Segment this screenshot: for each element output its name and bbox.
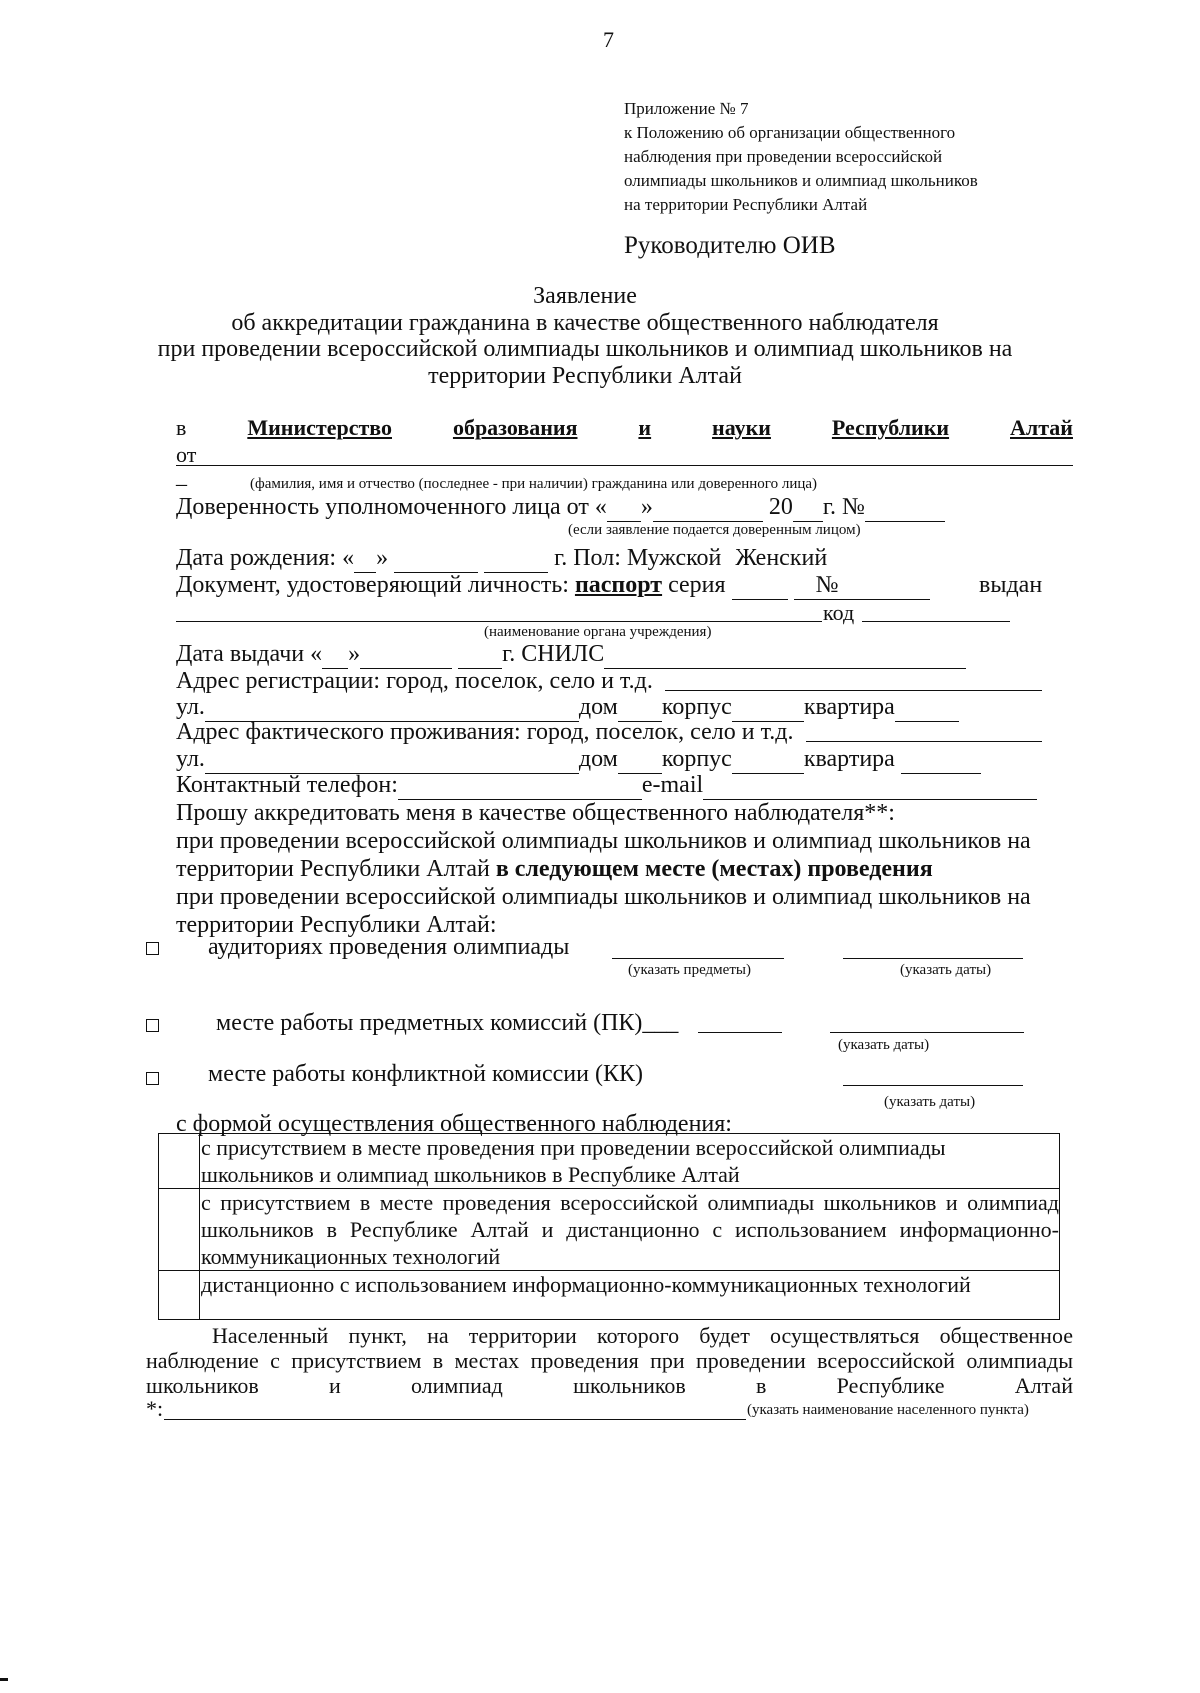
form-option-row[interactable]: [159, 1189, 1060, 1271]
document-number-field[interactable]: [794, 572, 930, 600]
proxy-year-field[interactable]: [793, 494, 823, 522]
document-org-hint: (наименование органа учреждения): [484, 624, 712, 640]
settlement-word: и: [328, 1373, 341, 1398]
document-number-label: №: [815, 572, 839, 598]
birth-line: [176, 545, 827, 573]
dates-hint: (указать даты): [838, 1037, 930, 1053]
request-line: при проведении всероссийской олимпиады школьников и олимпиад школьников на: [176, 884, 1031, 910]
reg-building-field[interactable]: [732, 694, 804, 722]
gender-male-option[interactable]: Мужской: [626, 545, 722, 571]
issue-month-field[interactable]: [360, 641, 452, 669]
birth-month-field[interactable]: [394, 545, 478, 573]
form-option-row[interactable]: [159, 1271, 1060, 1320]
birth-year-suffix: г. Пол:: [554, 545, 621, 571]
title-line: территории Республики Алтай: [428, 362, 742, 389]
reg-street-label: ул.: [176, 694, 205, 720]
gender-female-option[interactable]: Женский: [735, 545, 828, 571]
page-number: 7: [603, 27, 614, 52]
applicant-name-field[interactable]: [176, 465, 1073, 466]
birth-year-field[interactable]: [484, 545, 548, 573]
fact-house-label: дом: [578, 746, 618, 772]
dates-field-subject-commissions[interactable]: [830, 1032, 1024, 1033]
phone-label: Контактный телефон:: [176, 772, 398, 798]
proxy-day-field[interactable]: [607, 494, 641, 522]
email-field[interactable]: [703, 772, 1037, 800]
scan-mark: [0, 1678, 8, 1681]
dates-field-conflict-commission[interactable]: [843, 1085, 1023, 1086]
fact-building-label: корпус: [661, 746, 732, 772]
forms-table: [158, 1133, 1060, 1320]
subjects-field[interactable]: [612, 958, 784, 959]
from-label: от: [176, 442, 197, 467]
reg-address-label: Адрес регистрации: город, поселок, село и т.д.: [176, 668, 653, 694]
settlement-word: олимпиад: [410, 1373, 503, 1398]
form-option-checkbox[interactable]: [159, 1271, 200, 1320]
recipient-word: Республики: [831, 415, 950, 440]
appendix-block: [624, 97, 978, 217]
issue-line: [176, 641, 966, 669]
birth-close: »: [376, 545, 389, 571]
settlement-word: школьников: [573, 1373, 686, 1398]
title-line: при проведении всероссийской олимпиады школьников и олимпиад школьников на: [157, 336, 1013, 362]
title-line: Заявление: [533, 283, 637, 309]
title-line: об аккредитации гражданина в качестве общественного наблюдателя: [231, 309, 939, 336]
document-code-field[interactable]: [862, 621, 1010, 622]
request-line: при проведении всероссийской олимпиады школьников и олимпиад школьников на: [176, 828, 1031, 854]
form-option-line: дистанционно с использованием информационно-коммуникационных технологий: [201, 1272, 971, 1297]
place-label: месте работы конфликтной комиссии (КК): [208, 1061, 643, 1087]
request-line-start: территории Республики Алтай: [176, 856, 490, 882]
issue-close: »: [348, 641, 361, 667]
appendix-line: к Положению об организации общественного: [624, 123, 956, 142]
issue-year-suffix: г. СНИЛС: [502, 641, 605, 667]
reg-flat-label: квартира: [803, 694, 895, 720]
phone-field[interactable]: [398, 772, 642, 800]
settlement-word: Республике: [836, 1373, 945, 1398]
appendix-line: на территории Республики Алтай: [624, 195, 868, 214]
proxy-suffix: г. №: [822, 494, 865, 520]
appendix-line: олимпиады школьников и олимпиад школьников: [624, 171, 978, 190]
reg-street-line: [176, 694, 959, 722]
document-series-field[interactable]: [732, 572, 788, 600]
document-series-label: серия: [668, 572, 726, 598]
form-option-line: школьников в Республике Алтай и дистанционно с использованием информационно-: [201, 1217, 1059, 1242]
form-option-line: с присутствием в месте проведения всероссийской олимпиады школьников и олимпиад: [201, 1190, 1059, 1215]
form-option-line: с присутствием в месте проведения при проведении всероссийской олимпиады: [201, 1135, 946, 1160]
issue-day-field[interactable]: [322, 641, 348, 669]
place-checkbox-auditoriums[interactable]: [146, 942, 159, 955]
request-line: Прошу аккредитовать меня в качестве общественного наблюдателя**:: [176, 800, 895, 826]
reg-city-field[interactable]: [665, 690, 1042, 691]
recipient-word: и: [638, 415, 652, 440]
dates-field-auditoriums[interactable]: [843, 958, 1023, 959]
recipient-line: [176, 415, 1073, 441]
document-label: Документ, удостоверяющий личность:: [176, 572, 569, 598]
request-block: [176, 799, 1031, 939]
settlement-hint: (указать наименование населенного пункта): [747, 1402, 1029, 1418]
commission-extra-field[interactable]: [698, 1032, 782, 1033]
settlement-word: в: [756, 1373, 767, 1398]
proxy-line: [176, 494, 945, 522]
form-option-text: [200, 1271, 1060, 1320]
proxy-number-field[interactable]: [865, 494, 945, 522]
request-line: [176, 855, 1031, 883]
document-code-label: код: [823, 600, 855, 625]
fact-street-field[interactable]: [205, 746, 579, 774]
form-option-checkbox[interactable]: [159, 1189, 200, 1271]
place-label: месте работы предметных комиссий (ПК)___: [216, 1010, 679, 1036]
fact-house-field[interactable]: [618, 746, 662, 774]
forms-label: с формой осуществления общественного наблюдения:: [176, 1111, 732, 1137]
fact-street-label: ул.: [176, 746, 205, 772]
birth-label: Дата рождения: «: [176, 545, 355, 571]
recipient-word: Алтай: [1010, 415, 1073, 440]
name-hint: (фамилия, имя и отчество (последнее - при наличии) гражданина или доверенного лица): [250, 476, 818, 492]
recipient-prefix: в: [176, 415, 187, 440]
settlement-field[interactable]: [164, 1419, 746, 1420]
document-issued-label: выдан: [979, 572, 1043, 598]
proxy-month-field[interactable]: [653, 494, 763, 522]
place-checkbox-subject-commissions[interactable]: [146, 1019, 159, 1032]
issue-year-field[interactable]: [458, 641, 502, 669]
email-label: e-mail: [641, 772, 704, 798]
place-label: аудиториях проведения олимпиады: [208, 934, 570, 960]
form-option-line: коммуникационных технологий: [201, 1244, 501, 1269]
appendix-line: наблюдения при проведении всероссийской: [624, 147, 943, 166]
fact-address-label: Адрес фактического проживания: город, поселок, село и т.д.: [176, 719, 794, 745]
appendix-line: Приложение № 7: [624, 99, 749, 118]
settlement-word: Алтай: [1014, 1373, 1073, 1398]
fact-building-field[interactable]: [732, 746, 804, 774]
document-title: [0, 283, 1170, 389]
place-checkbox-conflict-commission[interactable]: [146, 1072, 159, 1085]
proxy-mid: »: [640, 494, 653, 520]
addressee: Руководителю ОИВ: [624, 232, 836, 259]
form-option-checkbox[interactable]: [159, 1134, 200, 1189]
reg-building-label: корпус: [661, 694, 732, 720]
recipient-word: Министерство: [247, 415, 392, 440]
form-option-text: [200, 1189, 1060, 1271]
form-option-row[interactable]: [159, 1134, 1060, 1189]
fact-flat-field[interactable]: [901, 746, 981, 774]
recipient-word: образования: [452, 415, 578, 440]
settlement-line3: [146, 1373, 1073, 1399]
proxy-year: 20: [768, 494, 793, 520]
fact-city-field[interactable]: [806, 741, 1042, 742]
settlement-line1: Населенный пункт, на территории которого будет осуществляться общественное: [212, 1323, 1073, 1348]
form-option-text: [200, 1134, 1060, 1189]
reg-street-field[interactable]: [205, 694, 579, 722]
dates-hint: (указать даты): [900, 962, 992, 978]
reg-flat-field[interactable]: [895, 694, 959, 722]
settlement-line2: наблюдение с присутствием в местах проведения при проведении всероссийской олимпиады: [146, 1348, 1073, 1373]
dates-hint: (указать даты): [884, 1094, 976, 1110]
reg-house-label: дом: [578, 694, 618, 720]
request-line-bold: в следующем месте (местах) проведения: [495, 856, 933, 882]
birth-day-field[interactable]: [354, 545, 376, 573]
request-line: территории Республики Алтай:: [176, 912, 497, 938]
form-option-line: школьников и олимпиад школьников в Республике Алтай: [201, 1162, 740, 1187]
document-type: паспорт: [574, 572, 663, 598]
settlement-star: *:: [146, 1396, 164, 1421]
contacts-line: [176, 772, 1037, 800]
settlement-word: школьников: [146, 1373, 259, 1398]
subjects-hint: (указать предметы): [628, 962, 751, 978]
proxy-label: Доверенность уполномоченного лица от «: [176, 494, 607, 520]
proxy-hint: (если заявление подается доверенным лицом): [568, 522, 861, 538]
fact-street-line: [176, 746, 981, 774]
document-org-field[interactable]: [176, 621, 822, 622]
recipient-word: науки: [712, 415, 771, 440]
reg-house-field[interactable]: [618, 694, 662, 722]
fact-flat-label: квартира: [803, 746, 895, 772]
dash-mark: _: [176, 463, 187, 488]
document-line: [176, 572, 930, 600]
snils-field[interactable]: [604, 641, 966, 669]
issue-label: Дата выдачи «: [176, 641, 323, 667]
